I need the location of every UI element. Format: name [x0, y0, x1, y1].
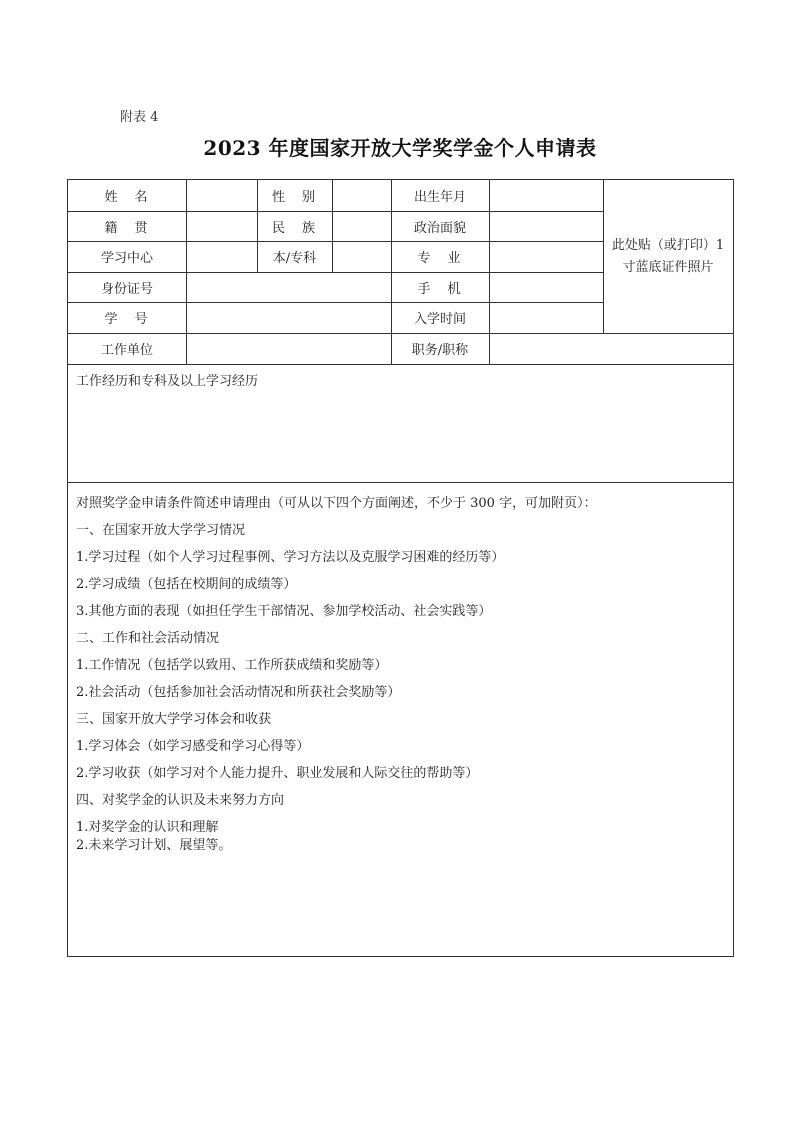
enroll-time-input[interactable]: [489, 302, 603, 333]
level-label: 本/专科: [272, 251, 317, 266]
reason-line: 四、对奖学金的认识及未来努力方向: [76, 793, 285, 808]
study-center-label: 学习中心: [100, 251, 153, 266]
phone-input[interactable]: [489, 272, 603, 302]
position-input[interactable]: [489, 333, 733, 364]
native-place-label: 籍 贯: [104, 220, 150, 236]
work-unit-label: 工作单位: [100, 343, 153, 358]
section-divider: [68, 482, 733, 483]
page-title: 2023 年度国家开放大学奖学金个人申请表: [203, 136, 597, 160]
native-place-input[interactable]: [186, 211, 257, 241]
reason-line: 1.工作情况（包括学以致用、工作所获成绩和奖励等）: [76, 658, 388, 673]
political-status-label: 政治面貌: [413, 220, 466, 236]
row-divider: [68, 364, 733, 365]
gender-input[interactable]: [332, 180, 391, 211]
reason-line: 二、工作和社会活动情况: [76, 631, 220, 646]
reason-line: 1.对奖学金的认识和理解: [76, 820, 219, 835]
major-input[interactable]: [489, 241, 603, 272]
reason-intro: 对照奖学金申请条件简述申请理由（可从以下四个方面阐述，不少于 300 字，可加附页）：: [76, 496, 597, 511]
name-label: 姓 名: [104, 190, 150, 205]
photo-placeholder[interactable]: 此处贴（或打印）1寸蓝底证件照片: [611, 237, 725, 275]
phone-label: 手 机: [417, 281, 463, 297]
reason-input[interactable]: [68, 856, 733, 956]
position-label: 职务/职称: [411, 343, 469, 358]
experience-label: 工作经历和专科及以上学习经历: [76, 374, 259, 389]
birth-label: 出生年月: [413, 190, 466, 205]
gender-label: 性 别: [271, 190, 317, 205]
political-status-input[interactable]: [489, 211, 603, 241]
enroll-time-label: 入学时间: [413, 312, 466, 327]
reason-line: 3.其他方面的表现（如担任学生干部情况、参加学校活动、社会实践等）: [76, 604, 492, 619]
student-number-label: 学 号: [104, 312, 150, 327]
appendix-label: 附表 4: [120, 110, 159, 125]
name-input[interactable]: [186, 180, 257, 211]
id-number-input[interactable]: [186, 272, 391, 302]
id-number-label: 身份证号: [100, 281, 153, 297]
application-form: [67, 179, 734, 957]
reason-line: 2.未来学习计划、展望等。: [76, 838, 232, 853]
study-center-input[interactable]: [186, 241, 257, 272]
reason-line: 1.学习体会（如学习感受和学习心得等）: [76, 739, 310, 754]
experience-input[interactable]: [68, 390, 733, 482]
reason-line: 一、在国家开放大学学习情况: [76, 523, 246, 538]
reason-line: 2.学习收获（如学习对个人能力提升、职业发展和人际交往的帮助等）: [76, 766, 479, 781]
birth-input[interactable]: [489, 180, 603, 211]
student-number-input[interactable]: [186, 302, 391, 333]
reason-line: 1.学习过程（如个人学习过程事例、学习方法以及克服学习困难的经历等）: [76, 550, 505, 565]
work-unit-input[interactable]: [186, 333, 391, 364]
level-input[interactable]: [332, 241, 391, 272]
major-label: 专 业: [417, 251, 463, 266]
reason-line: 2.学习成绩（包括在校期间的成绩等）: [76, 577, 297, 592]
ethnicity-input[interactable]: [332, 211, 391, 241]
reason-line: 三、国家开放大学学习体会和收获: [76, 712, 272, 727]
ethnicity-label: 民 族: [271, 220, 317, 236]
reason-line: 2.社会活动（包括参加社会活动情况和所获社会奖励等）: [76, 685, 401, 700]
